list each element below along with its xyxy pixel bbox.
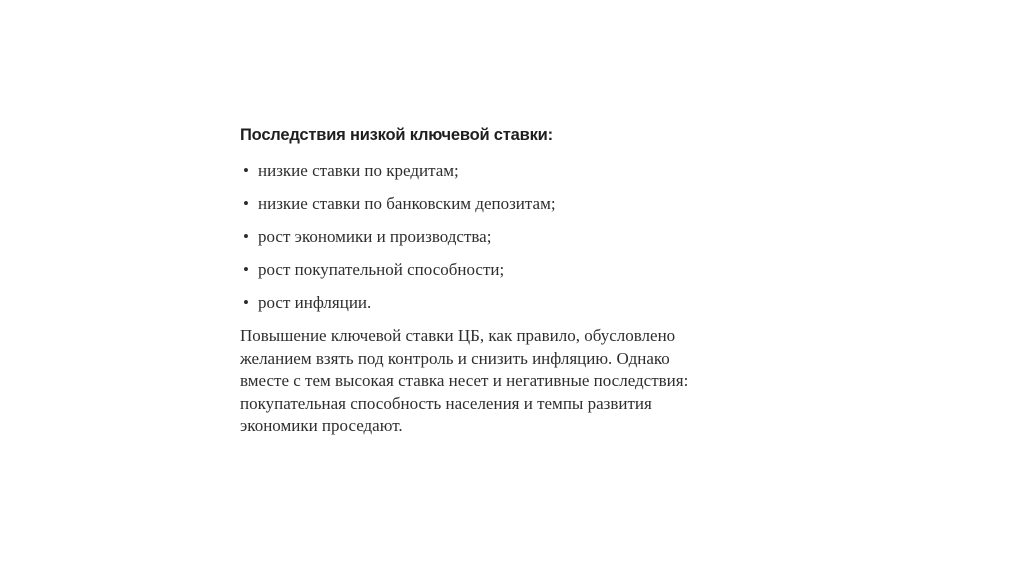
list-item-text: низкие ставки по кредитам; (258, 161, 459, 180)
paragraph-line: желанием взять под контроль и снизить инфляцию. Однако (240, 348, 670, 368)
list-item-text: рост экономики и производства; (258, 227, 492, 246)
paragraph-line: вместе с тем высокая ставка несет и негативные последствия: (240, 371, 689, 390)
list-item (240, 292, 760, 314)
list-item (240, 226, 760, 248)
bullet-icon: • (243, 227, 249, 246)
consequences-list (240, 160, 760, 314)
bullet-icon: • (243, 161, 249, 180)
bullet-icon: • (243, 260, 249, 279)
content-block (240, 124, 760, 438)
list-item (240, 160, 760, 182)
explanation-paragraph (240, 325, 745, 438)
bullet-icon: • (243, 293, 249, 312)
paragraph-line: Повышение ключевой ставки ЦБ, как правило, обусловлено (240, 326, 676, 345)
list-item-text: рост покупательной способности; (258, 260, 505, 279)
bullet-icon: • (243, 194, 249, 213)
list-item-text: рост инфляции. (258, 293, 372, 312)
list-item (240, 259, 760, 281)
paragraph-line: покупательная способность населения и темпы развития (240, 393, 652, 413)
list-item (240, 193, 760, 215)
paragraph-line: экономики проседают. (240, 416, 403, 435)
section-heading: Последствия низкой ключевой ставки: (240, 126, 553, 144)
list-item-text: низкие ставки по банковским депозитам; (258, 194, 556, 213)
